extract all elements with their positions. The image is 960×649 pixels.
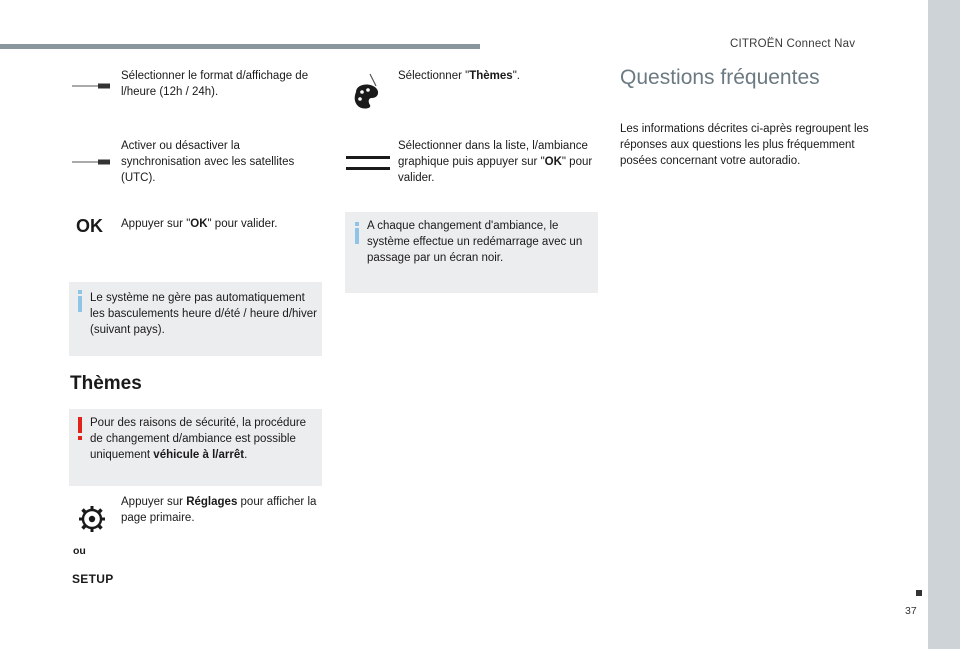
list-item-icon bbox=[72, 158, 112, 166]
setup-button-label: SETUP bbox=[72, 572, 114, 586]
step-format-time: Sélectionner le format d/affichage de l/heure (12h / 24h). bbox=[121, 70, 309, 98]
warning-box-safety bbox=[69, 409, 322, 486]
palette-brush-icon bbox=[350, 72, 386, 112]
step-select-ambiance: Sélectionner dans la liste, l/ambiance graphique puis appuyer sur "OK" pour valider. bbox=[398, 140, 593, 184]
or-label: ou bbox=[73, 545, 86, 557]
info-box-dst bbox=[69, 282, 322, 356]
warning-box-text: Pour des raisons de sécurité, la procédure de changement d/ambiance est possible uniquement véhicule à l/arrêt. bbox=[90, 417, 307, 461]
page-number: 37 bbox=[905, 605, 917, 617]
step-press-ok: Appuyer sur "OK" pour valider. bbox=[121, 218, 278, 230]
info-box-restart bbox=[345, 212, 598, 293]
step-sync-satellites: Activer ou désactiver la synchronisation avec les satellites (UTC). bbox=[121, 140, 295, 184]
page-marker bbox=[916, 590, 922, 596]
list-item-icon bbox=[72, 82, 112, 90]
info-box-text: Le système ne gère pas automatiquement les basculements heure d/été / heure d/hiver (suivant pays). bbox=[90, 292, 317, 336]
step-press-settings: Appuyer sur Réglages pour afficher la page primaire. bbox=[121, 496, 317, 524]
settings-gear-icon bbox=[78, 505, 106, 533]
info-icon bbox=[353, 222, 361, 244]
section-heading-themes: Thèmes bbox=[70, 373, 142, 394]
section-heading-faq: Questions fréquentes bbox=[620, 66, 820, 89]
list-selector-icon bbox=[346, 153, 390, 173]
info-box-text: A chaque changement d'ambiance, le système effectue un redémarrage avec un passage par un écran noir. bbox=[367, 220, 583, 264]
info-icon bbox=[76, 290, 84, 312]
ok-button-icon: OK bbox=[76, 216, 103, 236]
brand-header: CITROËN Connect Nav bbox=[730, 38, 856, 50]
warning-icon bbox=[76, 417, 84, 441]
step-select-themes: Sélectionner "Thèmes". bbox=[398, 70, 520, 82]
faq-intro-text: Les informations décrites ci-après regroupent les réponses aux questions les plus fréquemment posées concernant votre autoradio. bbox=[620, 123, 869, 167]
right-edge-strip bbox=[928, 0, 960, 649]
top-accent-bar bbox=[0, 44, 480, 49]
